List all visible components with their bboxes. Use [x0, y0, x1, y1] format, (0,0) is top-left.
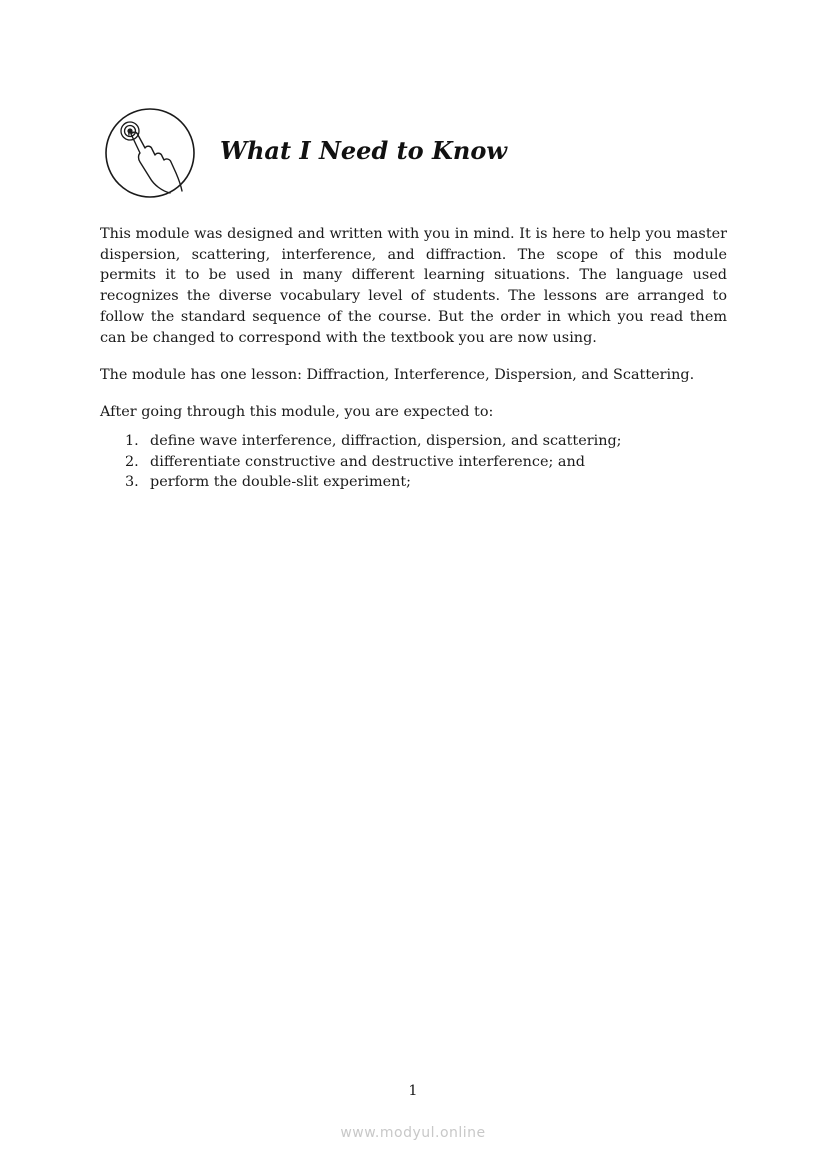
- list-item: [100, 452, 727, 473]
- watermark: www.modyul.online: [340, 1125, 486, 1141]
- objectives-list: [100, 431, 727, 493]
- objectives-intro: After going through this module, you are expected to:: [100, 404, 494, 420]
- list-item-number: 1.: [125, 433, 139, 449]
- list-item-text: perform the double-slit experiment;: [150, 474, 412, 491]
- list-item-text: define wave interference, diffraction, dispersion, and scattering;: [150, 433, 622, 449]
- list-item: [100, 431, 727, 452]
- list-item-number: 2.: [125, 453, 139, 470]
- section-title: What I Need to Know: [220, 136, 508, 165]
- intro-paragraph: This module was designed and written with you in mind. It is here to help you master dispersion, scattering, interference, and diffraction. The scope of this module permits it to be used in many different learning situations. The language used recognizes the diverse vocabulary level of students. The lessons are arranged to follow the standard sequence of the course. But the order in which you read them can be changed to correspond with the textbook you are now using.: [100, 226, 727, 346]
- touch-hand-icon: [104, 107, 196, 199]
- page-number: 1: [408, 1083, 418, 1099]
- list-item-number: 3.: [125, 474, 139, 491]
- list-item: [100, 472, 727, 493]
- list-item-text: differentiate constructive and destructive interference; and: [150, 453, 585, 470]
- lesson-sentence: The module has one lesson: Diffraction, Interference, Dispersion, and Scattering.: [100, 367, 695, 383]
